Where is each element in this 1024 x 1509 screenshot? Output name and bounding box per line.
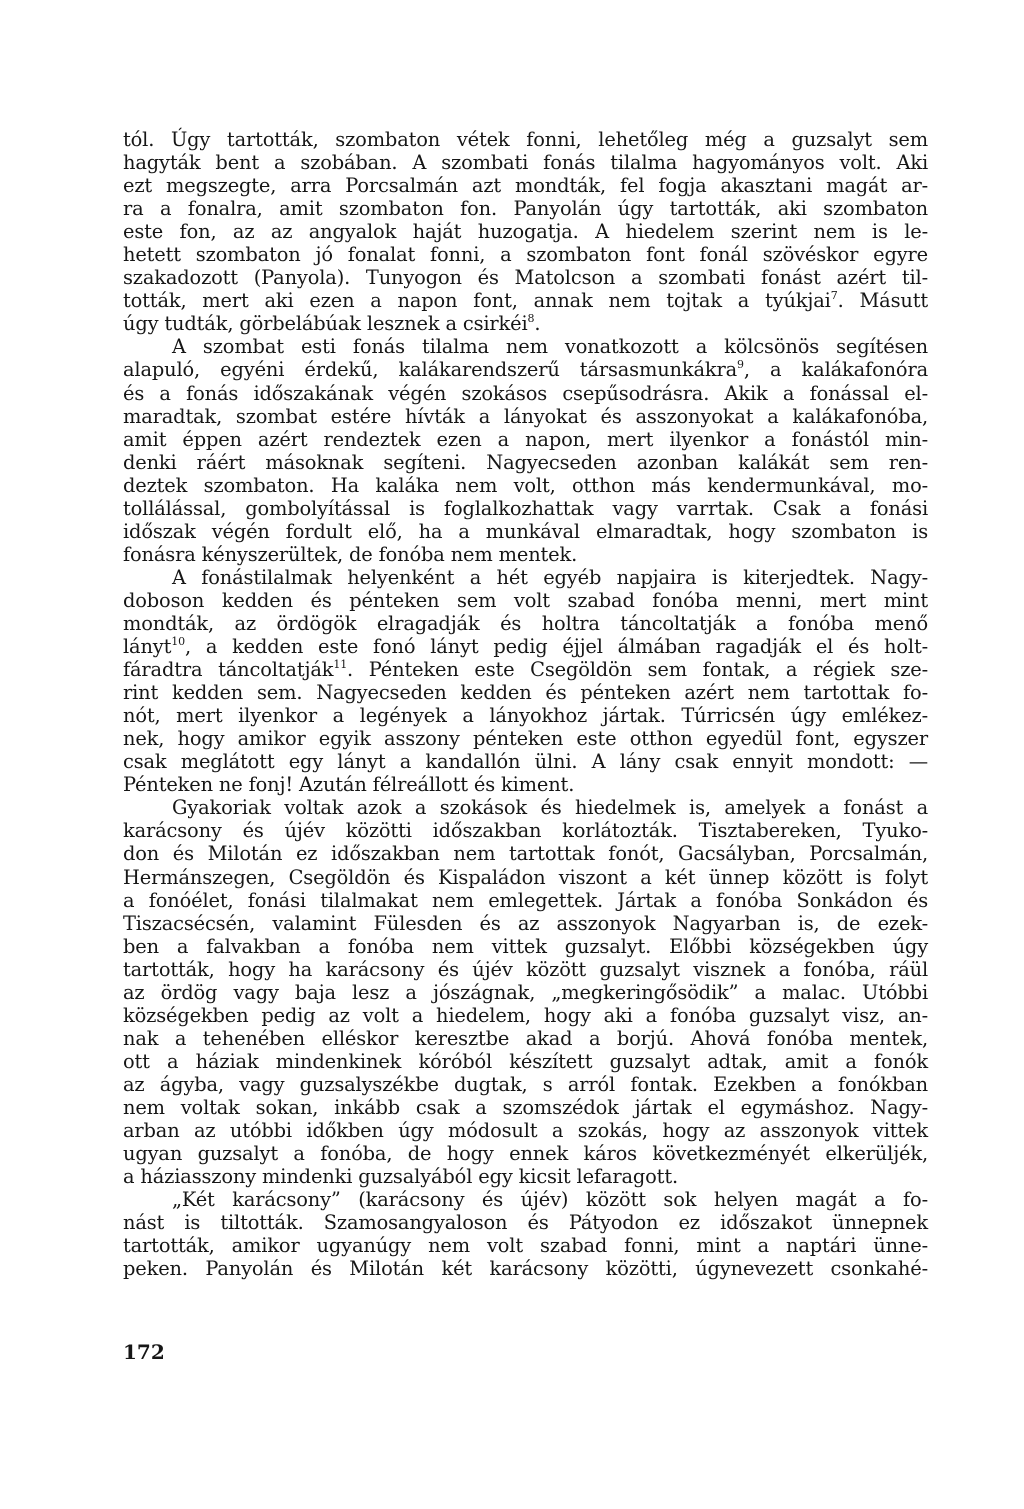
line-text: alapuló, egyéni érdekű, kalákarendszerű társasmunkákra bbox=[123, 358, 738, 382]
text-line bbox=[123, 497, 928, 520]
line-text: este fon, az az angyalok haját huzogatja. A hiedelem szerint nem is le- bbox=[123, 220, 928, 244]
text-line bbox=[123, 243, 928, 266]
line-text: az ördög vagy baja lesz a jószágnak, „megkeringősödik” a malac. Utóbbi bbox=[123, 980, 928, 1004]
text-line bbox=[123, 174, 928, 197]
text-line bbox=[123, 151, 928, 174]
text-line bbox=[123, 866, 928, 889]
line-text: tartották, hogy ha karácsony és újév között guzsalyt visznek a fonóba, ráül bbox=[123, 957, 928, 981]
text-line bbox=[123, 1096, 928, 1119]
line-text: A szombat esti fonás tilalma nem vonatkozott a kölcsönös segítésen bbox=[172, 335, 928, 359]
line-text: Gyakoriak voltak azok a szokások és hiedelmek is, amelyek a fonást a bbox=[172, 796, 928, 820]
line-text: rint kedden sem. Nagyecseden kedden és pénteken azért nem tartottak fo- bbox=[123, 681, 928, 705]
line-text: lányt bbox=[123, 635, 172, 659]
line-text: időszak végén fordult elő, ha a munkával elmaradtak, hogy szombaton is bbox=[123, 519, 928, 543]
footnote-marker: 7 bbox=[830, 289, 838, 303]
text-line bbox=[123, 589, 928, 612]
text-line bbox=[123, 635, 928, 658]
text-line bbox=[123, 428, 928, 451]
line-text: nót, mert ilyenkor a legények a lányokhoz jártak. Túrricsén úgy emlékez- bbox=[123, 704, 928, 728]
line-text: csak meglátott egy lányt a kandallón ülni. A lány csak ennyit mondott: — bbox=[123, 750, 928, 774]
line-text: ugyan guzsalyt a fonóba, de hogy ennek káros következményét elkerüljék, bbox=[123, 1142, 928, 1166]
text-line bbox=[123, 842, 928, 865]
line-text: nek, hogy amikor egyik asszony pénteken este otthon egyedül font, egyszer bbox=[123, 727, 928, 751]
text-line bbox=[123, 1142, 928, 1165]
text-line bbox=[123, 266, 928, 289]
line-text: fáradtra táncoltatják bbox=[123, 658, 334, 682]
line-text: úgy tudták, görbelábúak lesznek a csirkéi bbox=[123, 312, 528, 336]
line-text: maradtak, szombat estére hívták a lányokat és asszonyokat a kalákafonóba, bbox=[123, 404, 928, 428]
text-line bbox=[123, 1050, 928, 1073]
line-text: Pénteken ne fonj! Azután félreállott és kiment. bbox=[123, 773, 575, 797]
line-text: tották, mert aki ezen a napon font, annak nem tojtak a tyúkjai bbox=[123, 289, 831, 313]
text-line bbox=[123, 658, 928, 681]
text-line bbox=[123, 727, 928, 750]
text-line bbox=[123, 958, 928, 981]
text-line bbox=[123, 197, 928, 220]
text-line bbox=[123, 220, 928, 243]
page-body bbox=[123, 128, 928, 1280]
line-text: az ágyba, vagy guzsalyszékbe dugtak, s arról fontak. Ezekben a fonókban bbox=[123, 1072, 928, 1096]
line-text: ott a háziak mindenkinek kóróból készített guzsalyt adtak, amit a fonók bbox=[123, 1049, 928, 1073]
line-text: doboson kedden és pénteken sem volt szabad fonóba menni, mert mint bbox=[123, 588, 928, 612]
line-text: arban az utóbbi időkben úgy módosult a szokás, hogy az asszonyok vittek bbox=[123, 1119, 928, 1143]
text-line bbox=[123, 796, 928, 819]
page-number: 172 bbox=[123, 1340, 165, 1364]
text-line bbox=[123, 1004, 928, 1027]
line-text: karácsony és újév közötti időszakban korlátozták. Tisztabereken, Tyuko- bbox=[123, 819, 928, 843]
line-text: fonásra kényszerültek, de fonóba nem mentek. bbox=[123, 542, 578, 566]
text-line bbox=[123, 543, 928, 566]
line-text: amit éppen azért rendeztek ezen a napon, mert ilyenkor a fonástól min- bbox=[123, 427, 928, 451]
text-line bbox=[123, 1234, 928, 1257]
text-line bbox=[123, 704, 928, 727]
text-line bbox=[123, 819, 928, 842]
text-line bbox=[123, 289, 928, 312]
line-text: Hermánszegen, Csegöldön és Kispaládon viszont a két ünnep között is folyt bbox=[123, 865, 928, 889]
line-text: szakadozott (Panyola). Tunyogon és Matolcson a szombati fonást azért til- bbox=[123, 266, 928, 290]
footnote-marker: 11 bbox=[333, 658, 348, 672]
text-line bbox=[123, 935, 928, 958]
line-text: denki ráért másoknak segíteni. Nagyecseden azonban kalákát sem ren- bbox=[123, 450, 928, 474]
text-line bbox=[123, 451, 928, 474]
line-text: nak a tehenében elléskor keresztbe akad a borjú. Ahová fonóba mentek, bbox=[123, 1026, 928, 1050]
line-text: deztek szombaton. Ha kaláka nem volt, otthon más kendermunkával, mo- bbox=[123, 473, 928, 497]
line-text-continued: . Másutt bbox=[837, 289, 928, 313]
text-line bbox=[123, 1119, 928, 1142]
text-line bbox=[123, 612, 928, 635]
line-text: A fonástilalmak helyenként a hét egyéb napjaira is kiterjedtek. Nagy- bbox=[172, 565, 928, 589]
text-line bbox=[123, 681, 928, 704]
line-text: peken. Panyolán és Milotán két karácsony közötti, úgynevezett csonkahé- bbox=[123, 1257, 928, 1281]
line-text: ezt megszegte, arra Porcsalmán azt mondták, fel fogja akasztani magát ar- bbox=[123, 174, 928, 198]
text-line bbox=[123, 1188, 928, 1211]
line-text: don és Milotán ez időszakban nem tartottak fonót, Gacsályban, Porcsalmán, bbox=[123, 842, 928, 866]
text-line bbox=[123, 912, 928, 935]
line-text: a fonóélet, fonási tilalmakat nem emlegettek. Jártak a fonóba Sonkádon és bbox=[123, 888, 928, 912]
text-line bbox=[123, 1211, 928, 1234]
line-text: tartották, amikor ugyanúgy nem volt szabad fonni, mint a naptári ünne- bbox=[123, 1234, 928, 1258]
text-line bbox=[123, 382, 928, 405]
line-text: tollálással, gombolyítással is foglalkozhattak vagy varrtak. Csak a fonási bbox=[123, 496, 928, 520]
footnote-marker: 10 bbox=[171, 635, 185, 649]
text-line bbox=[123, 474, 928, 497]
text-line bbox=[123, 750, 928, 773]
line-text: mondták, az ördögök elragadják és holtra táncoltatják a fonóba menő bbox=[123, 611, 928, 635]
text-line bbox=[123, 773, 928, 796]
line-text-continued: . Pénteken este Csegöldön sem fontak, a régiek sze- bbox=[347, 658, 928, 682]
line-text: ben a falvakban a fonóba nem vittek guzsalyt. Előbbi községekben úgy bbox=[123, 934, 928, 958]
line-text-continued: . bbox=[534, 312, 541, 336]
text-line bbox=[123, 405, 928, 428]
text-line bbox=[123, 1027, 928, 1050]
text-line bbox=[123, 566, 928, 589]
line-text: ra a fonalra, amit szombaton fon. Panyolán úgy tartották, aki szombaton bbox=[123, 197, 928, 221]
text-line bbox=[123, 1257, 928, 1280]
text-line bbox=[123, 1073, 928, 1096]
text-line bbox=[123, 520, 928, 543]
text-line bbox=[123, 312, 928, 335]
text-line bbox=[123, 1165, 928, 1188]
line-text: nem voltak sokan, inkább csak a szomszédok jártak el egymáshoz. Nagy- bbox=[123, 1095, 928, 1119]
line-text: a háziasszony mindenki guzsalyából egy kicsit lefaragott. bbox=[123, 1165, 678, 1189]
line-text: Tiszacsécsén, valamint Fülesden és az asszonyok Nagyarban is, de ezek- bbox=[123, 911, 928, 935]
footnote-marker: 9 bbox=[737, 358, 744, 372]
line-text: és a fonás időszakának végén szokásos csepűsodrásra. Akik a fonással el- bbox=[123, 381, 928, 405]
footnote-marker: 8 bbox=[527, 312, 535, 326]
text-line bbox=[123, 981, 928, 1004]
line-text: tól. Úgy tartották, szombaton vétek fonni, lehetőleg még a guzsalyt sem bbox=[123, 128, 928, 151]
line-text: községekben pedig az volt a hiedelem, hogy aki a fonóba guzsalyt visz, an- bbox=[123, 1003, 928, 1027]
text-line bbox=[123, 128, 928, 151]
text-line bbox=[123, 889, 928, 912]
text-line bbox=[123, 358, 928, 381]
line-text: hetett szombaton jó fonalat fonni, a szombaton font fonál szövéskor egyre bbox=[123, 243, 928, 267]
text-line bbox=[123, 335, 928, 358]
line-text: nást is tiltották. Szamosangyaloson és Pátyodon ez időszakot ünnepnek bbox=[123, 1211, 928, 1235]
line-text-continued: , a kedden este fonó lányt pedig éjjel álmában ragadják el és holt- bbox=[184, 635, 928, 659]
line-text-continued: , a kalákafonóra bbox=[743, 358, 928, 382]
line-text: hagyták bent a szobában. A szombati fonás tilalma hagyományos volt. Aki bbox=[123, 151, 928, 175]
line-text: „Két karácsony” (karácsony és újév) között sok helyen magát a fo- bbox=[172, 1188, 928, 1212]
